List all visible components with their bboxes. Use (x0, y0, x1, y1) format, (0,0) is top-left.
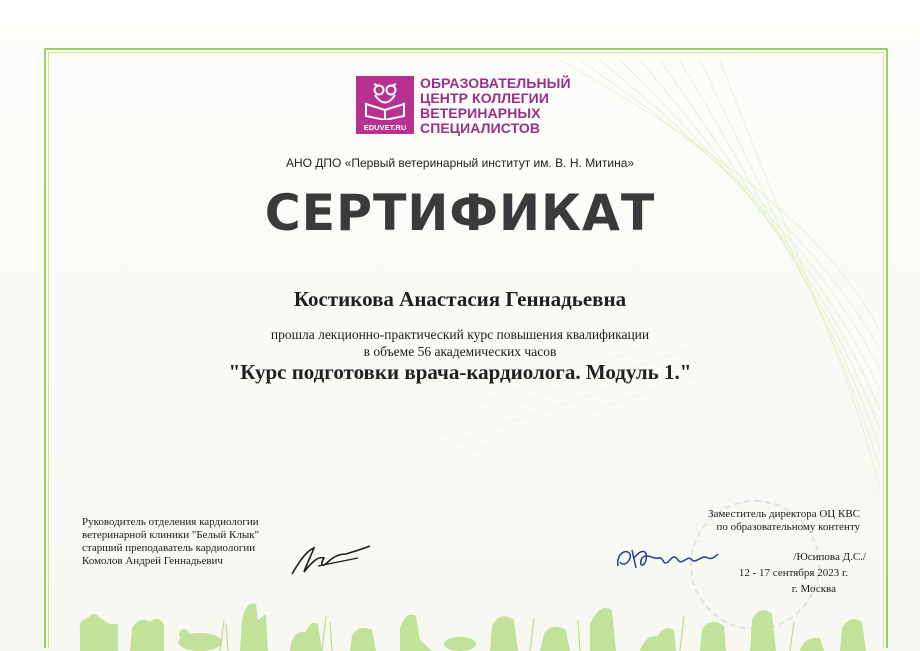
course-title: "Курс подготовки врача-кардиолога. Модуль 1." (228, 360, 692, 384)
right-signatory-title: по образовательному контенту (716, 521, 860, 533)
statement-line-2: в объеме 56 академических часов (363, 344, 557, 359)
recipient-name: Костикова Анастасия Геннадьевна (293, 287, 627, 311)
left-signatory-line: ветеринарной клиники "Белый Клык" (82, 529, 260, 541)
statement-line-1: прошла лекционно-практический курс повышения квалификации (270, 327, 650, 342)
left-signatory (82, 516, 322, 568)
owl-book-icon (362, 80, 408, 120)
right-signatory (640, 508, 880, 596)
logo-line: ВЕТЕРИНАРНЫХ (420, 105, 541, 121)
certificate-dates: 12 - 17 сентября 2023 г. (738, 567, 848, 579)
certificate-city: г. Москва (791, 583, 836, 595)
logo-line: ОБРАЗОВАТЕЛЬНЫЙ (420, 75, 571, 91)
right-signatory-title: Заместитель директора ОЦ КВС (707, 508, 860, 520)
eduvet-logo (356, 76, 571, 136)
logo-line: СПЕЦИАЛИСТОВ (420, 120, 541, 136)
right-signatory-name: /Юсипова Д.С./ (793, 551, 866, 563)
logo-text (420, 76, 571, 136)
left-signatory-line: Руководитель отделения кардиологии (82, 516, 259, 528)
logo-line: ЦЕНТР КОЛЛЕГИИ (420, 90, 549, 106)
left-signatory-line: Комолов Андрей Геннадьевич (82, 555, 223, 567)
institute-name: АНО ДПО «Первый ветеринарный институт им. В. Н. Митина» (285, 156, 635, 170)
left-signatory-line: старший преподаватель кардиологии (82, 542, 256, 554)
logo-emblem (356, 76, 414, 134)
logo-site: EDUVET.RU (363, 123, 407, 132)
certificate-title: СЕРТИФИКАТ (264, 184, 656, 242)
